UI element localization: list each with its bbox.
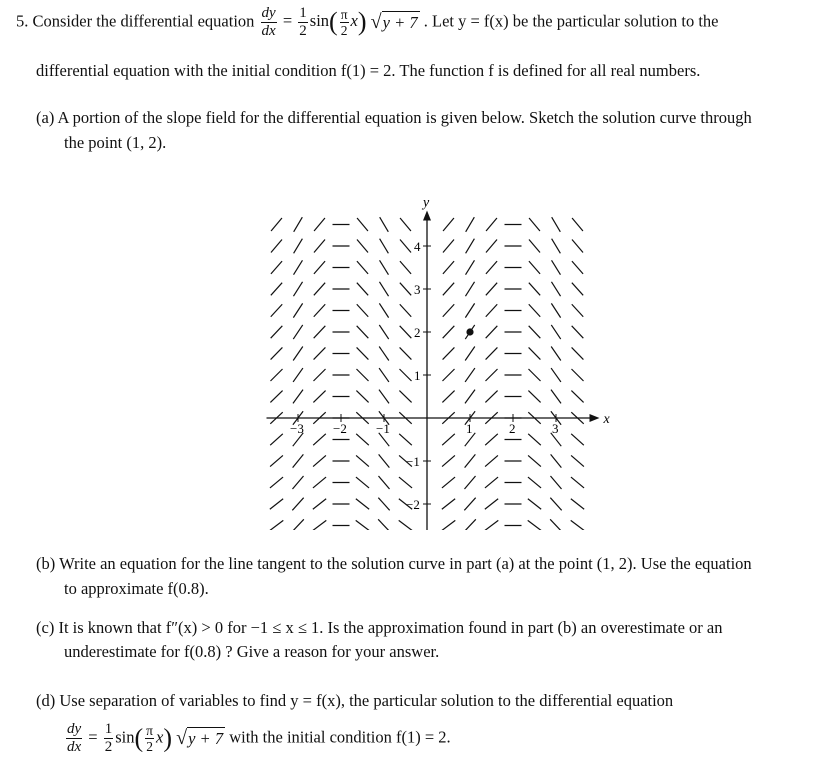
slope-segment — [550, 476, 561, 489]
slope-segment — [380, 239, 389, 254]
slope-segment — [443, 240, 454, 253]
x-tick-label: −1 — [376, 421, 390, 436]
slope-segment — [313, 434, 326, 445]
slope-segment — [551, 346, 561, 360]
slope-segment — [465, 303, 474, 317]
part-c-line1: It is known that f″(x) > 0 for −1 ≤ x ≤ 1. Is the approximation found in part (b) an overestimate or an — [58, 618, 723, 637]
slope-segment — [271, 240, 282, 253]
slope-segment — [465, 454, 476, 467]
slope-segment — [486, 283, 497, 296]
slope-segment — [443, 347, 455, 359]
slope-segment — [551, 303, 560, 317]
slope-segment — [485, 391, 497, 403]
d-deq-lhs-num: dy — [67, 721, 82, 737]
slope-segment — [314, 326, 326, 338]
problem-line-2: differential equation with the initial condition f(1) = 2. The function f is defined for all real numbers. — [36, 61, 701, 80]
slope-segment — [356, 434, 369, 445]
slope-segment — [293, 346, 303, 360]
slope-segment — [466, 260, 475, 274]
slope-segment — [486, 304, 497, 317]
slope-segment — [313, 499, 326, 510]
slope-segment — [270, 499, 283, 510]
part-d — [36, 691, 673, 711]
part-d-equation: $\frac{dy}{dx}$ = $\frac{1}{2}$ sin( $\frac{\pi}{2}$ x) √y + 7 with the initial condition f(1) = 2. — [67, 721, 451, 755]
slope-segment — [270, 434, 283, 445]
slope-segment — [399, 477, 412, 488]
slope-segment — [292, 498, 303, 511]
slope-segment — [571, 499, 584, 510]
slope-segment — [486, 347, 498, 359]
slope-segment — [485, 499, 498, 510]
slope-segment — [572, 347, 584, 359]
d-deq-coef-num: 1 — [104, 721, 113, 737]
slope-segment — [551, 368, 561, 382]
slope-segment — [314, 304, 325, 317]
slope-segment — [400, 326, 412, 338]
slope-segment — [356, 455, 369, 466]
slope-segment — [379, 303, 388, 317]
slope-segment — [313, 391, 325, 403]
x-axis-label: x — [603, 412, 610, 427]
slope-segment — [270, 520, 284, 530]
slope-segment — [528, 499, 541, 510]
y-tick-label: 1 — [414, 368, 421, 383]
slope-segment — [486, 261, 497, 274]
slope-segment — [292, 476, 303, 489]
d-deq-lhs-den: dx — [67, 739, 82, 755]
x-tick-label: 3 — [552, 421, 559, 436]
slope-segment — [293, 368, 303, 382]
slope-segment — [528, 391, 540, 403]
part-d-label: (d) — [36, 691, 56, 710]
slope-segment — [442, 369, 454, 381]
slope-segment — [465, 346, 475, 360]
slope-segment — [485, 455, 498, 466]
slope-segment — [399, 391, 411, 403]
d-deq-fn: sin — [115, 727, 135, 747]
part-c-line2: underestimate for f(0.8) ? Give a reason for your answer. — [64, 642, 440, 661]
slope-segment — [443, 283, 454, 296]
slope-segment — [380, 260, 389, 274]
slope-segment — [379, 282, 388, 296]
slope-segment — [379, 325, 388, 339]
slope-segment — [528, 455, 541, 466]
d-deq-sqrt: √y + 7 — [176, 727, 224, 749]
slope-segment — [442, 455, 455, 466]
slope-segment — [356, 477, 369, 488]
slope-segment — [293, 390, 303, 404]
slope-segment — [551, 282, 560, 296]
deq-arg-den: 2 — [340, 23, 348, 38]
slope-segment — [443, 218, 454, 231]
part-b-line1: Write an equation for the line tangent to the solution curve in part (a) at the point (1, 2). Use the equation — [59, 554, 752, 573]
deq-arg-var: x — [350, 11, 358, 31]
x-axis-arrow — [590, 414, 600, 422]
slope-segment — [292, 519, 304, 530]
slope-segment — [378, 498, 389, 511]
slope-segment — [400, 218, 411, 231]
slope-segment — [399, 520, 413, 530]
deq-lhs-den: dx — [261, 23, 276, 39]
slope-segment — [572, 326, 584, 338]
y-tick-label: 2 — [414, 325, 421, 340]
slope-segment — [443, 304, 454, 317]
slope-segment — [357, 304, 368, 317]
slope-segment — [529, 283, 540, 296]
slope-segment — [464, 519, 476, 530]
slope-segment — [313, 369, 325, 381]
slope-segment — [485, 369, 497, 381]
d-deq-equals: = — [88, 727, 98, 747]
slope-segment — [356, 391, 368, 403]
slope-segment — [572, 240, 583, 253]
part-b-line2: to approximate f(0.8). — [64, 579, 209, 598]
part-a-line2: the point (1, 2). — [64, 133, 167, 152]
slope-segment — [379, 454, 390, 467]
slope-segment — [379, 346, 389, 360]
slope-field-graph — [250, 185, 630, 530]
slope-segment — [528, 477, 541, 488]
slope-segment — [379, 390, 389, 404]
deq-fn: sin — [309, 11, 330, 31]
y-axis-label: y — [423, 195, 430, 211]
slope-segment — [379, 368, 389, 382]
slope-segment — [378, 476, 389, 489]
slope-segment — [485, 520, 499, 530]
differential-equation: $\frac{dy}{dx}$ = $\frac{1}{2}$ sin( $\frac{\pi}{2}$ x) √y + 7 — [261, 5, 418, 39]
slope-segment — [271, 304, 282, 317]
d-deq-arg-den: 2 — [146, 739, 153, 754]
slope-segment — [464, 498, 475, 511]
slope-segment — [552, 217, 561, 232]
slope-segment — [399, 369, 411, 381]
slope-segment — [357, 326, 369, 338]
slope-segment — [528, 369, 540, 381]
slope-segment — [293, 325, 302, 339]
slope-segment — [357, 261, 368, 274]
slope-segment — [529, 304, 540, 317]
slope-segment — [571, 520, 585, 530]
slope-segment — [357, 240, 368, 253]
slope-segment — [314, 283, 325, 296]
slope-segment — [528, 434, 541, 445]
slope-segment — [485, 434, 498, 445]
slope-segment — [572, 283, 583, 296]
slope-segment — [443, 261, 454, 274]
slope-segment — [571, 477, 584, 488]
slope-segment — [380, 217, 389, 232]
slope-segment — [270, 369, 282, 381]
part-b — [36, 554, 752, 574]
d-deq-sqrt-expr: y + 7 — [188, 728, 224, 748]
slope-segment — [571, 369, 583, 381]
y-tick-label: −1 — [406, 454, 420, 469]
slope-segment — [357, 218, 368, 231]
slope-segment — [572, 304, 583, 317]
slope-segment — [486, 218, 497, 231]
slope-segment — [293, 454, 304, 467]
slope-segment — [551, 390, 561, 404]
slope-segment — [486, 240, 497, 253]
slope-segment — [293, 282, 302, 296]
slope-segment — [271, 326, 283, 338]
slope-segment — [466, 217, 475, 232]
problem-intro: Consider the differential equation — [32, 11, 255, 31]
slope-segment — [528, 520, 542, 530]
slope-segment — [271, 347, 283, 359]
part-b-label: (b) — [36, 554, 56, 573]
deq-sqrt-expr: y + 7 — [382, 12, 418, 32]
slope-segment — [571, 391, 583, 403]
slope-segment — [466, 239, 475, 254]
problem-number: 5. — [16, 11, 29, 31]
x-tick-label: 2 — [509, 421, 516, 436]
slope-segment — [271, 283, 282, 296]
part-a-label: (a) — [36, 108, 55, 127]
slope-segment — [294, 239, 303, 254]
part-a-line1: A portion of the slope field for the differential equation is given below. Sketch the solution curve through — [57, 108, 752, 127]
slope-segment — [357, 283, 368, 296]
x-tick-label: −3 — [290, 421, 304, 436]
slope-segment — [529, 218, 540, 231]
slope-segment — [529, 326, 541, 338]
slope-segment — [572, 261, 583, 274]
y-tick-label: 3 — [414, 282, 421, 297]
slope-segment — [465, 368, 475, 382]
slope-segment — [465, 282, 474, 296]
d-deq-coef-den: 2 — [104, 739, 113, 755]
slope-segment — [571, 434, 584, 445]
slope-segment — [443, 326, 455, 338]
deq-coef-den: 2 — [299, 23, 307, 39]
slope-segment — [271, 218, 282, 231]
slope-segment — [550, 498, 561, 511]
slope-segment — [314, 240, 325, 253]
y-tick-label: 4 — [414, 239, 421, 254]
deq-equals: = — [282, 11, 293, 31]
deq-coef-num: 1 — [299, 5, 307, 21]
d-deq-arg-var: x — [156, 727, 164, 747]
slope-segment — [356, 520, 370, 530]
slope-segment — [571, 455, 584, 466]
slope-segment — [551, 454, 562, 467]
slope-segment — [294, 260, 303, 274]
slope-segment — [270, 477, 283, 488]
slope-segment — [314, 261, 325, 274]
slope-segment — [293, 303, 302, 317]
part-d-tail: with the initial condition f(1) = 2. — [229, 727, 451, 747]
slope-segment — [552, 260, 561, 274]
slope-segment — [442, 477, 455, 488]
slope-segment — [378, 519, 390, 530]
slope-segment — [356, 369, 368, 381]
slope-segment — [400, 304, 411, 317]
slope-segment — [400, 261, 411, 274]
deq-sqrt: √y + 7 — [370, 11, 418, 33]
slope-segment — [485, 477, 498, 488]
slope-segment — [529, 347, 541, 359]
slope-segment — [442, 520, 456, 530]
deq-lhs-num: dy — [261, 5, 276, 21]
x-tick-label: −2 — [333, 421, 347, 436]
y-tick-label: −2 — [406, 497, 420, 512]
slope-segment — [442, 499, 455, 510]
slope-segment — [572, 218, 583, 231]
slope-segment — [313, 520, 327, 530]
part-d-line1: Use separation of variables to find y = f(x), the particular solution to the differential equation — [59, 691, 674, 710]
slope-segment — [529, 261, 540, 274]
slope-segment — [357, 347, 369, 359]
part-a — [36, 108, 752, 128]
problem-intro-tail: . Let y = f(x) be the particular solution to the — [423, 11, 719, 31]
slope-segment — [464, 476, 475, 489]
slope-segment — [400, 240, 411, 253]
slope-segment — [313, 477, 326, 488]
slope-segment — [442, 434, 455, 445]
slope-segment — [270, 455, 283, 466]
marked-point — [466, 328, 473, 335]
slope-segment — [442, 391, 454, 403]
y-axis-arrow — [423, 211, 431, 221]
d-deq-arg-num: π — [146, 722, 153, 738]
slope-segment — [271, 261, 282, 274]
slope-segment — [313, 455, 326, 466]
part-c-label: (c) — [36, 618, 55, 637]
slope-segment — [314, 347, 326, 359]
x-tick-label: 1 — [466, 421, 473, 436]
slope-segment — [314, 218, 325, 231]
slope-segment — [465, 390, 475, 404]
slope-segment — [356, 499, 369, 510]
slope-segment — [399, 434, 412, 445]
problem-line-1 — [16, 6, 719, 39]
slope-segment — [551, 325, 560, 339]
slope-segment — [529, 240, 540, 253]
slope-segment — [486, 326, 498, 338]
slope-segment — [400, 283, 411, 296]
slope-segment — [294, 217, 303, 232]
slope-segment — [400, 347, 412, 359]
deq-arg-num: π — [340, 6, 348, 22]
slope-segment — [552, 239, 561, 254]
slope-segment — [550, 519, 562, 530]
slope-segment — [270, 391, 282, 403]
part-c — [36, 618, 722, 638]
